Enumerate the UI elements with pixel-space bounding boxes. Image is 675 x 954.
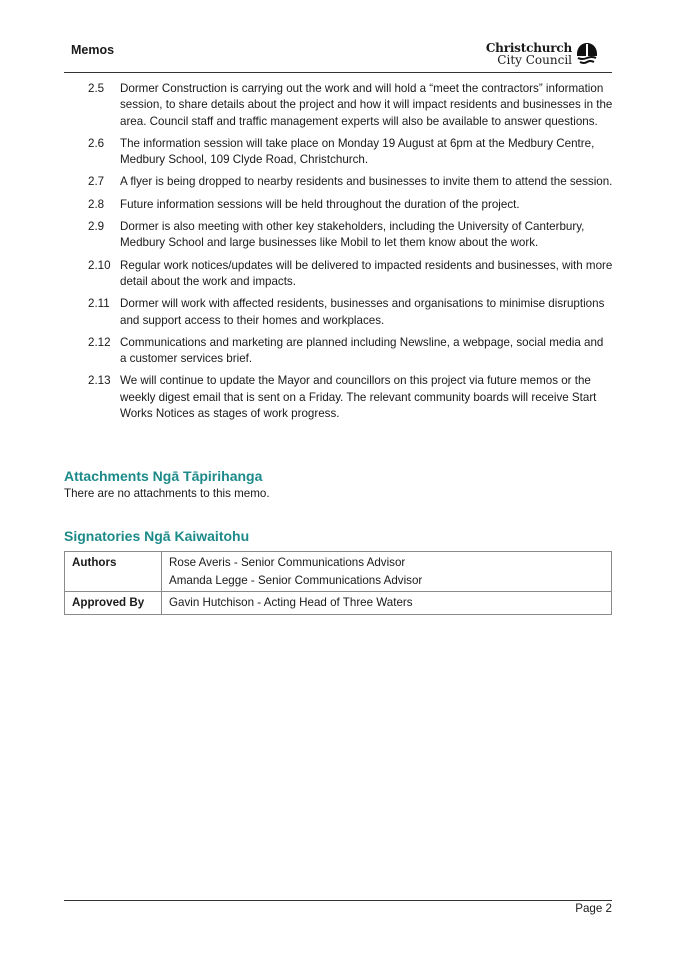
list-item [88, 296, 613, 329]
item-number: 2.12 [88, 335, 111, 349]
cathedral-emblem-icon [576, 42, 598, 66]
list-item [88, 174, 613, 190]
signatories-table [64, 551, 612, 615]
item-text: Communications and marketing are planned including Newsline, a webpage, social media and a customer services brief. [120, 335, 604, 366]
list-item [88, 136, 613, 169]
logo-line1: Christchurch [485, 41, 572, 55]
item-text: We will continue to update the Mayor and councillors on this project via future memos or the weekly digest email that is sent on a Friday. The relevant community boards will receive Start Works Notices as stages of work progress. [120, 374, 597, 421]
item-number: 2.11 [88, 297, 110, 311]
item-text: Dormer Construction is carrying out the work and will hold a “meet the contractors” information session, to share details about the project and how it will impact residents and businesses in the area. Council staff and traffic management experts will also be available to answer questions. [120, 82, 613, 128]
authors-cell [162, 552, 612, 592]
attachments-heading: Attachments Ngā Tāpirihanga [64, 468, 263, 484]
item-number: 2.5 [88, 82, 105, 95]
table-row [65, 592, 612, 615]
item-number: 2.13 [88, 374, 111, 388]
list-item [88, 197, 613, 213]
item-number: 2.10 [88, 258, 111, 272]
list-item [88, 219, 613, 252]
approved-by-name: Gavin Hutchison - Acting Head of Three Waters [162, 592, 612, 615]
signatories-heading: Signatories Ngā Kaiwaitohu [64, 528, 250, 544]
list-item [88, 258, 613, 291]
item-text: The information session will take place on Monday 19 August at 6pm at the Medbury Centre, Medbury School, 109 Clyde Road, Christchurch. [120, 136, 595, 167]
item-text: Future information sessions will be held throughout the duration of the project. [120, 197, 520, 211]
list-item [88, 335, 613, 368]
logo-line2: City Council [497, 53, 572, 67]
attachments-text: There are no attachments to this memo. [64, 487, 270, 500]
item-text: Dormer will work with affected residents, businesses and organisations to minimise disruptions and support access to their homes and workplaces. [120, 297, 605, 327]
authors-label: Authors [65, 552, 162, 592]
page-number: Page 2 [575, 902, 612, 915]
table-row [65, 552, 612, 592]
item-number: 2.6 [88, 136, 105, 150]
council-logo [486, 40, 598, 68]
numbered-paragraphs [88, 81, 613, 428]
item-text: A flyer is being dropped to nearby residents and businesses to invite them to attend the session. [120, 175, 613, 189]
item-number: 2.9 [88, 220, 105, 234]
item-text: Regular work notices/updates will be delivered to impacted residents and businesses, with more detail about the work and impacts. [120, 258, 613, 288]
logo-text [486, 42, 572, 66]
list-item [88, 81, 613, 130]
header-title: Memos [71, 43, 115, 57]
item-text: Dormer is also meeting with other key stakeholders, including the University of Canterbury, Medbury School and large businesses like Mobil to let them know about the work. [120, 220, 585, 250]
item-number: 2.8 [88, 197, 105, 211]
approved-by-label: Approved By [65, 592, 162, 615]
author-name: Amanda Legge - Senior Communications Advisor [169, 573, 423, 587]
item-number: 2.7 [88, 175, 105, 189]
header-divider [64, 72, 612, 73]
footer-divider [64, 900, 612, 901]
author-name: Rose Averis - Senior Communications Advisor [169, 556, 406, 569]
list-item [88, 373, 613, 422]
page-header [64, 40, 612, 74]
